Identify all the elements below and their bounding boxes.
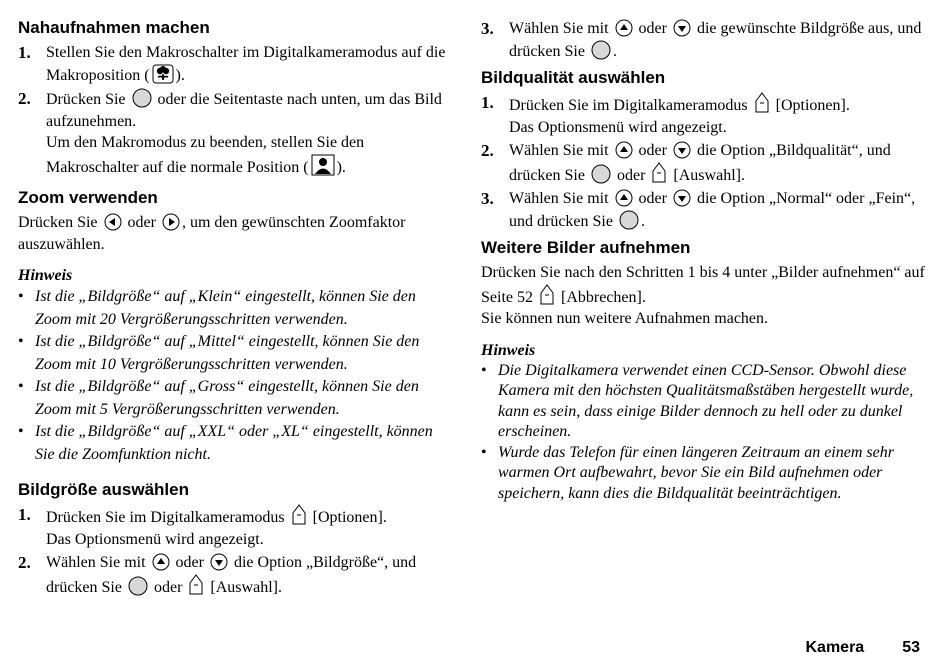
nav-up-icon [615,141,633,159]
heading-nahaufnahmen: Nahaufnahmen machen [18,18,210,37]
softkey-icon [291,504,307,526]
nav-up-icon [615,19,633,37]
step-size-1: 1. Drücken Sie im Digitalkameramodus [Optionen]. Das Optionsmenü wird angezeigt. [18,505,387,548]
step-quality-2: 2. Wählen Sie mit oder die Option „Bildqualität“, und drücken Sie oder [Auswahl]. [481,141,891,184]
center-key-icon [619,210,639,230]
nav-down-icon [673,19,691,37]
center-key-icon [128,576,148,596]
note-list-left [18,286,448,466]
macro-flower-icon [152,64,174,84]
nav-up-icon [152,553,170,571]
nav-down-icon [210,553,228,571]
nav-right-icon [162,213,180,231]
heading-bildqualitaet: Bildqualität auswählen [481,68,666,87]
footer-section: Kamera [805,639,865,656]
softkey-icon [651,162,667,184]
note-item: • Wurde das Telefon für einen längeren Zeitraum an einem sehr warmen Ort aufbewahrt, bevor Sie ein Bild aufnehmen oder speichern, kann dies die Bildqualität beeinträchtigen. [481,443,931,505]
normal-portrait-icon [311,154,335,176]
step-macro-2: 2. Drücken Sie oder die Seitentaste nach unten, um das Bild aufzunehmen. Um den Makromodus zu beenden, stellen Sie den Makroschalter auf die normale Position ( ). [18,89,442,176]
note-item: • Die Digitalkamera verwendet einen CCD-Sensor. Obwohl diese Kamera mit den höchsten Qualitätsmaßstäben hergestellt wurde, kann es sein, dass einige Bilder dennoch zu hell oder zu dunkel erscheinen. [481,361,931,443]
note-heading-right: Hinweis [481,341,536,359]
softkey-icon [754,92,770,114]
step-quality-1: 1. Drücken Sie im Digitalkameramodus [Optionen]. Das Optionsmenü wird angezeigt. [481,93,850,136]
note-item: • Ist die „Bildgröße“ auf „Gross“ eingestellt, können Sie den Zoom mit 5 Vergrößerungsschritten verwenden. [18,376,448,421]
step-quality-3: 3. Wählen Sie mit oder die Option „Normal“ oder „Fein“, und drücken Sie . [481,189,916,230]
softkey-icon [188,574,204,596]
step-size-2: 2. Wählen Sie mit oder die Option „Bildgröße“, und drücken Sie oder [Auswahl]. [18,553,417,596]
note-item: • Ist die „Bildgröße“ auf „Mittel“ eingestellt, können Sie den Zoom mit 10 Vergrößerungsschritten verwenden. [18,331,448,376]
nav-down-icon [673,141,691,159]
note-item: • Ist die „Bildgröße“ auf „XXL“ oder „XL“ eingestellt, können Sie die Zoomfunktion nicht. [18,421,448,466]
center-key-icon [132,88,152,108]
weitere-paragraph-2: Sie können nun weitere Aufnahmen machen. [481,310,769,327]
heading-zoom: Zoom verwenden [18,188,158,207]
zoom-paragraph: Drücken Sie oder , um den gewünschten Zoomfaktor auszuwählen. [18,214,406,253]
nav-left-icon [104,213,122,231]
nav-up-icon [615,189,633,207]
center-key-icon [591,40,611,60]
page-footer [806,639,921,657]
softkey-icon [539,284,555,306]
nav-down-icon [673,189,691,207]
weitere-paragraph-1: Drücken Sie nach den Schritten 1 bis 4 unter „Bilder aufnehmen“ auf Seite 52 [Abbrechen]. [481,264,925,306]
step-macro-1: 1. Stellen Sie den Makroschalter im Digitalkameramodus auf die Makroposition ( ). [18,43,446,84]
heading-weitere-bilder: Weitere Bilder aufnehmen [481,238,691,257]
note-list-right [481,361,931,505]
page-number: 53 [902,639,920,656]
heading-bildgroesse: Bildgröße auswählen [18,480,189,499]
step-size-3: 3. Wählen Sie mit oder die gewünschte Bildgröße aus, und drücken Sie . [481,19,922,60]
right-column [481,12,931,504]
note-heading-left: Hinweis [18,267,73,284]
center-key-icon [591,164,611,184]
note-item: • Ist die „Bildgröße“ auf „Klein“ eingestellt, können Sie den Zoom mit 20 Vergrößerungsschritten verwenden. [18,286,448,331]
left-column [18,12,448,600]
